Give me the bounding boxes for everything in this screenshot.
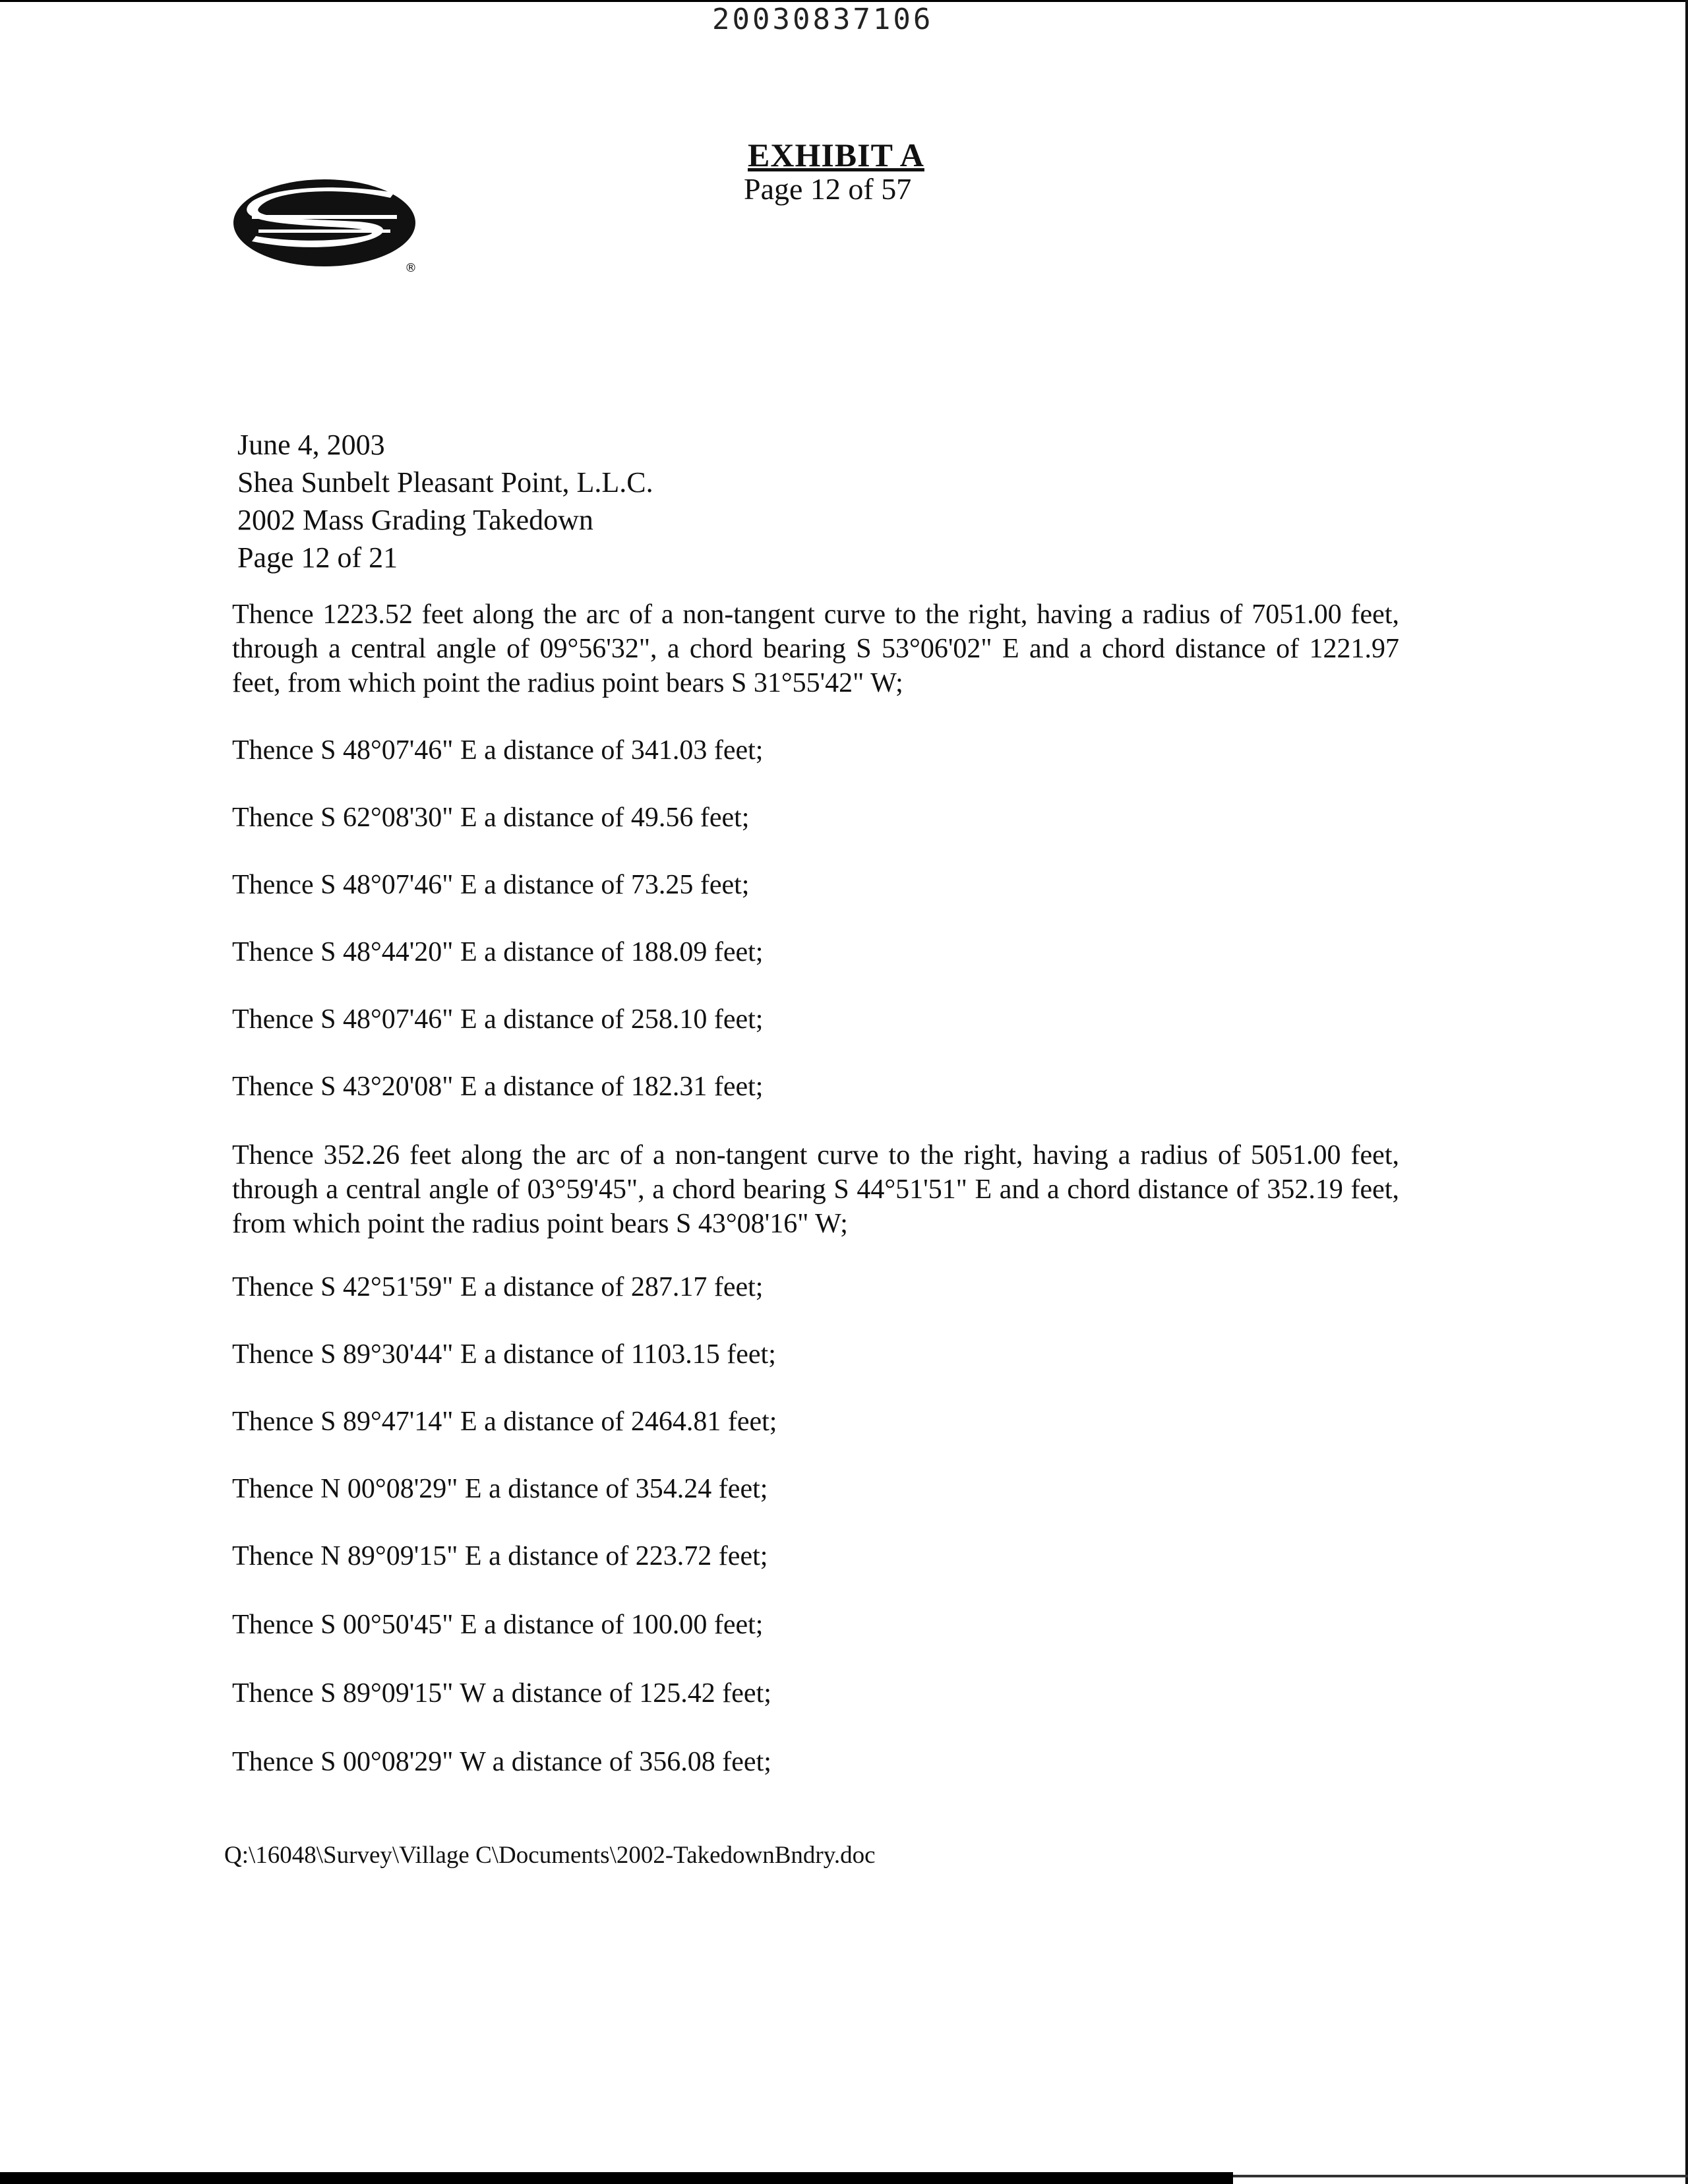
call-line: Thence S 62°08'30" E a distance of 49.56 feet; [232, 803, 750, 833]
call-line: Thence S 48°44'20" E a distance of 188.09 feet; [232, 937, 764, 967]
exhibit-page-number: Page 12 of 57 [744, 172, 912, 206]
call-line: Thence S 48°07'46" E a distance of 73.25 feet; [232, 870, 750, 900]
call-line: Thence S 43°20'08" E a distance of 182.31 feet; [232, 1072, 764, 1102]
header-company: Shea Sunbelt Pleasant Point, L.L.C. [237, 466, 653, 499]
header-date: June 4, 2003 [237, 429, 385, 461]
bottom-scan-border-thin [1233, 2175, 1688, 2177]
header-page: Page 12 of 21 [237, 541, 398, 574]
call-line: Thence S 00°50'45" E a distance of 100.00 feet; [232, 1610, 764, 1640]
call-line: Thence S 48°07'46" E a distance of 341.03 feet; [232, 735, 764, 766]
footer-file-path: Q:\16048\Survey\Village C\Documents\2002-TakedownBndry.doc [224, 1842, 876, 1869]
call-line: Thence S 42°51'59" E a distance of 287.17 feet; [232, 1272, 764, 1302]
top-scan-border [0, 0, 1688, 2]
call-line: Thence S 89°09'15" W a distance of 125.42 feet; [232, 1678, 771, 1709]
letter-header [237, 426, 653, 576]
right-scan-border [1685, 0, 1688, 2184]
call-line: Thence N 89°09'15" E a distance of 223.72 feet; [232, 1541, 768, 1571]
call-line: Thence S 48°07'46" E a distance of 258.10 feet; [232, 1004, 764, 1035]
call-curve-2: Thence 352.26 feet along the arc of a non-tangent curve to the right, having a radius of 5051.00 feet, through a central angle of 03°59'45", a chord bearing S 44°51'51" E and a chord distance of 352.19 feet, from which point the radius point bears S 43°08'16" W; [232, 1140, 1399, 1239]
call-line: Thence S 00°08'29" W a distance of 356.08 feet; [232, 1747, 771, 1777]
call-line: Thence S 89°47'14" E a distance of 2464.81 feet; [232, 1407, 777, 1437]
call-line: Thence N 00°08'29" E a distance of 354.24 feet; [232, 1474, 768, 1504]
shea-s-logo-icon [232, 175, 423, 274]
exhibit-title: EXHIBIT A [748, 136, 924, 173]
call-line: Thence S 89°30'44" E a distance of 1103.15 feet; [232, 1339, 776, 1370]
registered-mark: ® [405, 261, 417, 274]
call-curve-1: Thence 1223.52 feet along the arc of a non-tangent curve to the right, having a radius of 7051.00 feet, through a central angle of 09°56'32", a chord bearing S 53°06'02" E and a chord distance of 1221.97 feet, from which point the radius point bears S 31°55'42" W; [232, 599, 1399, 698]
bottom-scan-border [0, 2172, 1233, 2184]
header-project: 2002 Mass Grading Takedown [237, 504, 593, 536]
document-number: 20030837106 [712, 3, 934, 36]
